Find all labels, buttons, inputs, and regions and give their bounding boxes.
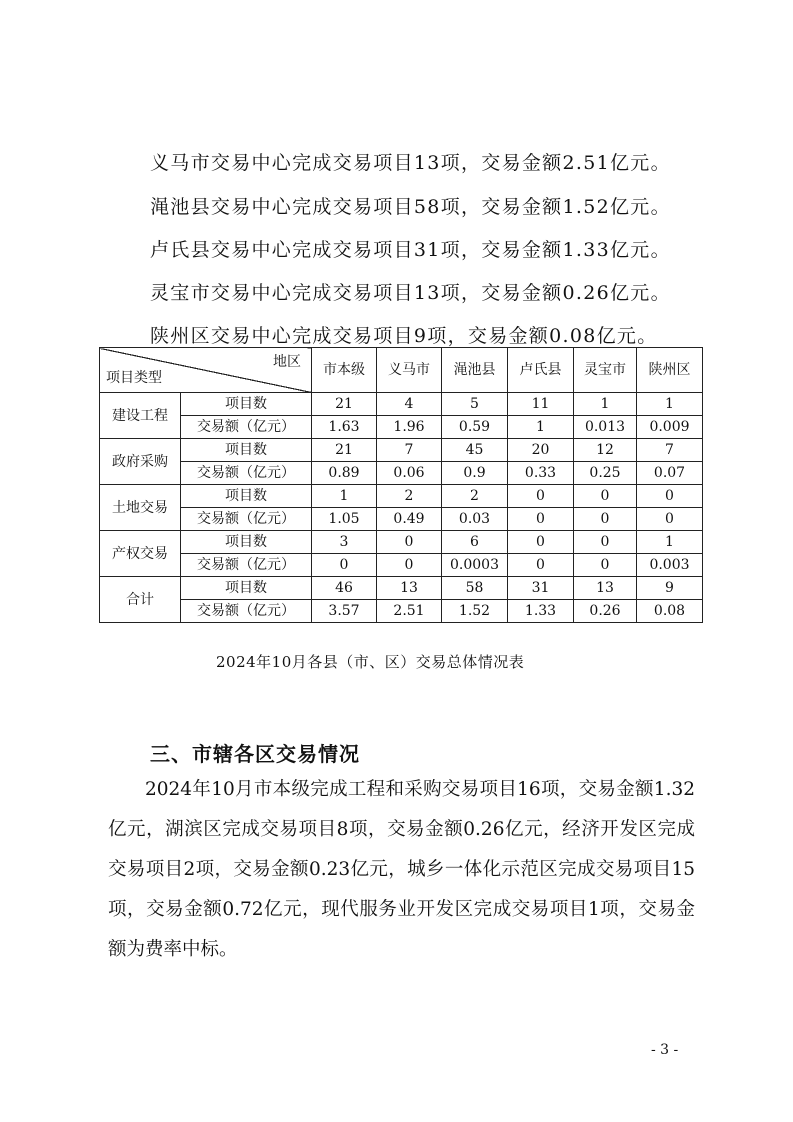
table-cell: 46 <box>312 577 377 600</box>
table-cell: 11 <box>508 393 574 416</box>
group-label: 建设工程 <box>100 393 181 439</box>
table-cell: 0 <box>637 485 703 508</box>
section-paragraph: 2024年10月市本级完成工程和采购交易项目16项，交易金额1.32亿元，湖滨区完成交易项目8项，交易金额0.26亿元，经济开发区完成交易项目2项，交易金额0.23亿元，城乡一体化示范区完成交易项目15项，交易金额0.72亿元，现代服务业开发区完成交易项目1项，交易金额为费率中标。 <box>108 779 695 960</box>
header-type-label: 项目类型 <box>106 370 162 386</box>
row-label: 项目数 <box>181 577 312 600</box>
table-cell: 0.33 <box>508 462 574 485</box>
table-cell: 20 <box>508 439 574 462</box>
table-cell: 4 <box>377 393 442 416</box>
table-cell: 0.08 <box>637 600 703 623</box>
table-cell: 1.96 <box>377 416 442 439</box>
table-cell: 21 <box>312 439 377 462</box>
column-header: 陕州区 <box>637 348 703 393</box>
group-label: 合计 <box>100 577 181 623</box>
table-cell: 0.9 <box>442 462 508 485</box>
header-region-label: 地区 <box>273 354 301 370</box>
table-cell: 0.06 <box>377 462 442 485</box>
table-caption: 2024年10月各县（市、区）交易总体情况表 <box>216 653 525 671</box>
table-cell: 0 <box>508 554 574 577</box>
row-label: 项目数 <box>181 485 312 508</box>
table-cell: 1 <box>637 393 703 416</box>
table-cell: 1.52 <box>442 600 508 623</box>
group-label: 政府采购 <box>100 439 181 485</box>
table-cell: 0 <box>574 508 637 531</box>
table-cell: 1 <box>312 485 377 508</box>
table-cell: 9 <box>637 577 703 600</box>
line-mianchi: 渑池县交易中心完成交易项目58项，交易金额1.52亿元。 <box>150 196 671 218</box>
table-row <box>100 485 703 508</box>
table-row <box>100 531 703 554</box>
table-cell: 1 <box>574 393 637 416</box>
table-cell: 0.25 <box>574 462 637 485</box>
line-yima: 义马市交易中心完成交易项目13项，交易金额2.51亿元。 <box>150 152 671 174</box>
section-title: 三、市辖各区交易情况 <box>150 742 360 766</box>
table-cell: 0 <box>574 531 637 554</box>
row-label: 交易额（亿元） <box>181 508 312 531</box>
table-cell: 0.07 <box>637 462 703 485</box>
table-row <box>100 416 703 439</box>
line-lingbao: 灵宝市交易中心完成交易项目13项，交易金额0.26亿元。 <box>150 282 671 304</box>
table-cell: 7 <box>377 439 442 462</box>
line-shanzhou: 陕州区交易中心完成交易项目9项，交易金额0.08亿元。 <box>150 325 658 347</box>
table-cell: 0.0003 <box>442 554 508 577</box>
row-label: 交易额（亿元） <box>181 462 312 485</box>
column-header: 灵宝市 <box>574 348 637 393</box>
table-row <box>100 554 703 577</box>
row-label: 交易额（亿元） <box>181 600 312 623</box>
table-row <box>100 600 703 623</box>
group-label: 产权交易 <box>100 531 181 577</box>
table-cell: 1 <box>508 416 574 439</box>
row-label: 项目数 <box>181 393 312 416</box>
table-cell: 7 <box>637 439 703 462</box>
row-label: 交易额（亿元） <box>181 554 312 577</box>
table-cell: 0.03 <box>442 508 508 531</box>
table-cell: 2 <box>377 485 442 508</box>
table-row <box>100 508 703 531</box>
table-cell: 0 <box>377 531 442 554</box>
table-cell: 0.013 <box>574 416 637 439</box>
table-row <box>100 393 703 416</box>
table-cell: 0.26 <box>574 600 637 623</box>
table-cell: 0 <box>574 554 637 577</box>
table-cell: 58 <box>442 577 508 600</box>
table-cell: 0 <box>574 485 637 508</box>
table-cell: 21 <box>312 393 377 416</box>
table-cell: 0.003 <box>637 554 703 577</box>
table-cell: 1.05 <box>312 508 377 531</box>
column-header: 渑池县 <box>442 348 508 393</box>
line-lushi: 卢氏县交易中心完成交易项目31项，交易金额1.33亿元。 <box>150 239 671 261</box>
table-cell: 0 <box>508 485 574 508</box>
table-cell: 12 <box>574 439 637 462</box>
table-cell: 0 <box>377 554 442 577</box>
table-cell: 3.57 <box>312 600 377 623</box>
column-header: 卢氏县 <box>508 348 574 393</box>
table-row <box>100 577 703 600</box>
table-cell: 0.009 <box>637 416 703 439</box>
table-cell: 0 <box>637 508 703 531</box>
table-cell: 3 <box>312 531 377 554</box>
row-label: 交易额（亿元） <box>181 416 312 439</box>
transaction-table <box>99 347 703 623</box>
column-header: 市本级 <box>312 348 377 393</box>
table-cell: 5 <box>442 393 508 416</box>
table-cell: 0.49 <box>377 508 442 531</box>
group-label: 土地交易 <box>100 485 181 531</box>
column-header: 义马市 <box>377 348 442 393</box>
table-cell: 0.89 <box>312 462 377 485</box>
table-cell: 0 <box>508 531 574 554</box>
table-cell: 1.63 <box>312 416 377 439</box>
table-cell: 2 <box>442 485 508 508</box>
diagonal-header-cell <box>100 348 312 393</box>
table-cell: 6 <box>442 531 508 554</box>
row-label: 项目数 <box>181 439 312 462</box>
table-cell: 0.59 <box>442 416 508 439</box>
table-row <box>100 439 703 462</box>
table-cell: 13 <box>377 577 442 600</box>
table-cell: 0 <box>508 508 574 531</box>
table-cell: 2.51 <box>377 600 442 623</box>
table-cell: 31 <box>508 577 574 600</box>
page-number: - 3 - <box>651 1042 679 1058</box>
table-cell: 13 <box>574 577 637 600</box>
table-cell: 45 <box>442 439 508 462</box>
table-header-row <box>100 348 703 393</box>
table-cell: 1.33 <box>508 600 574 623</box>
row-label: 项目数 <box>181 531 312 554</box>
table-row <box>100 462 703 485</box>
table-cell: 1 <box>637 531 703 554</box>
table-cell: 0 <box>312 554 377 577</box>
